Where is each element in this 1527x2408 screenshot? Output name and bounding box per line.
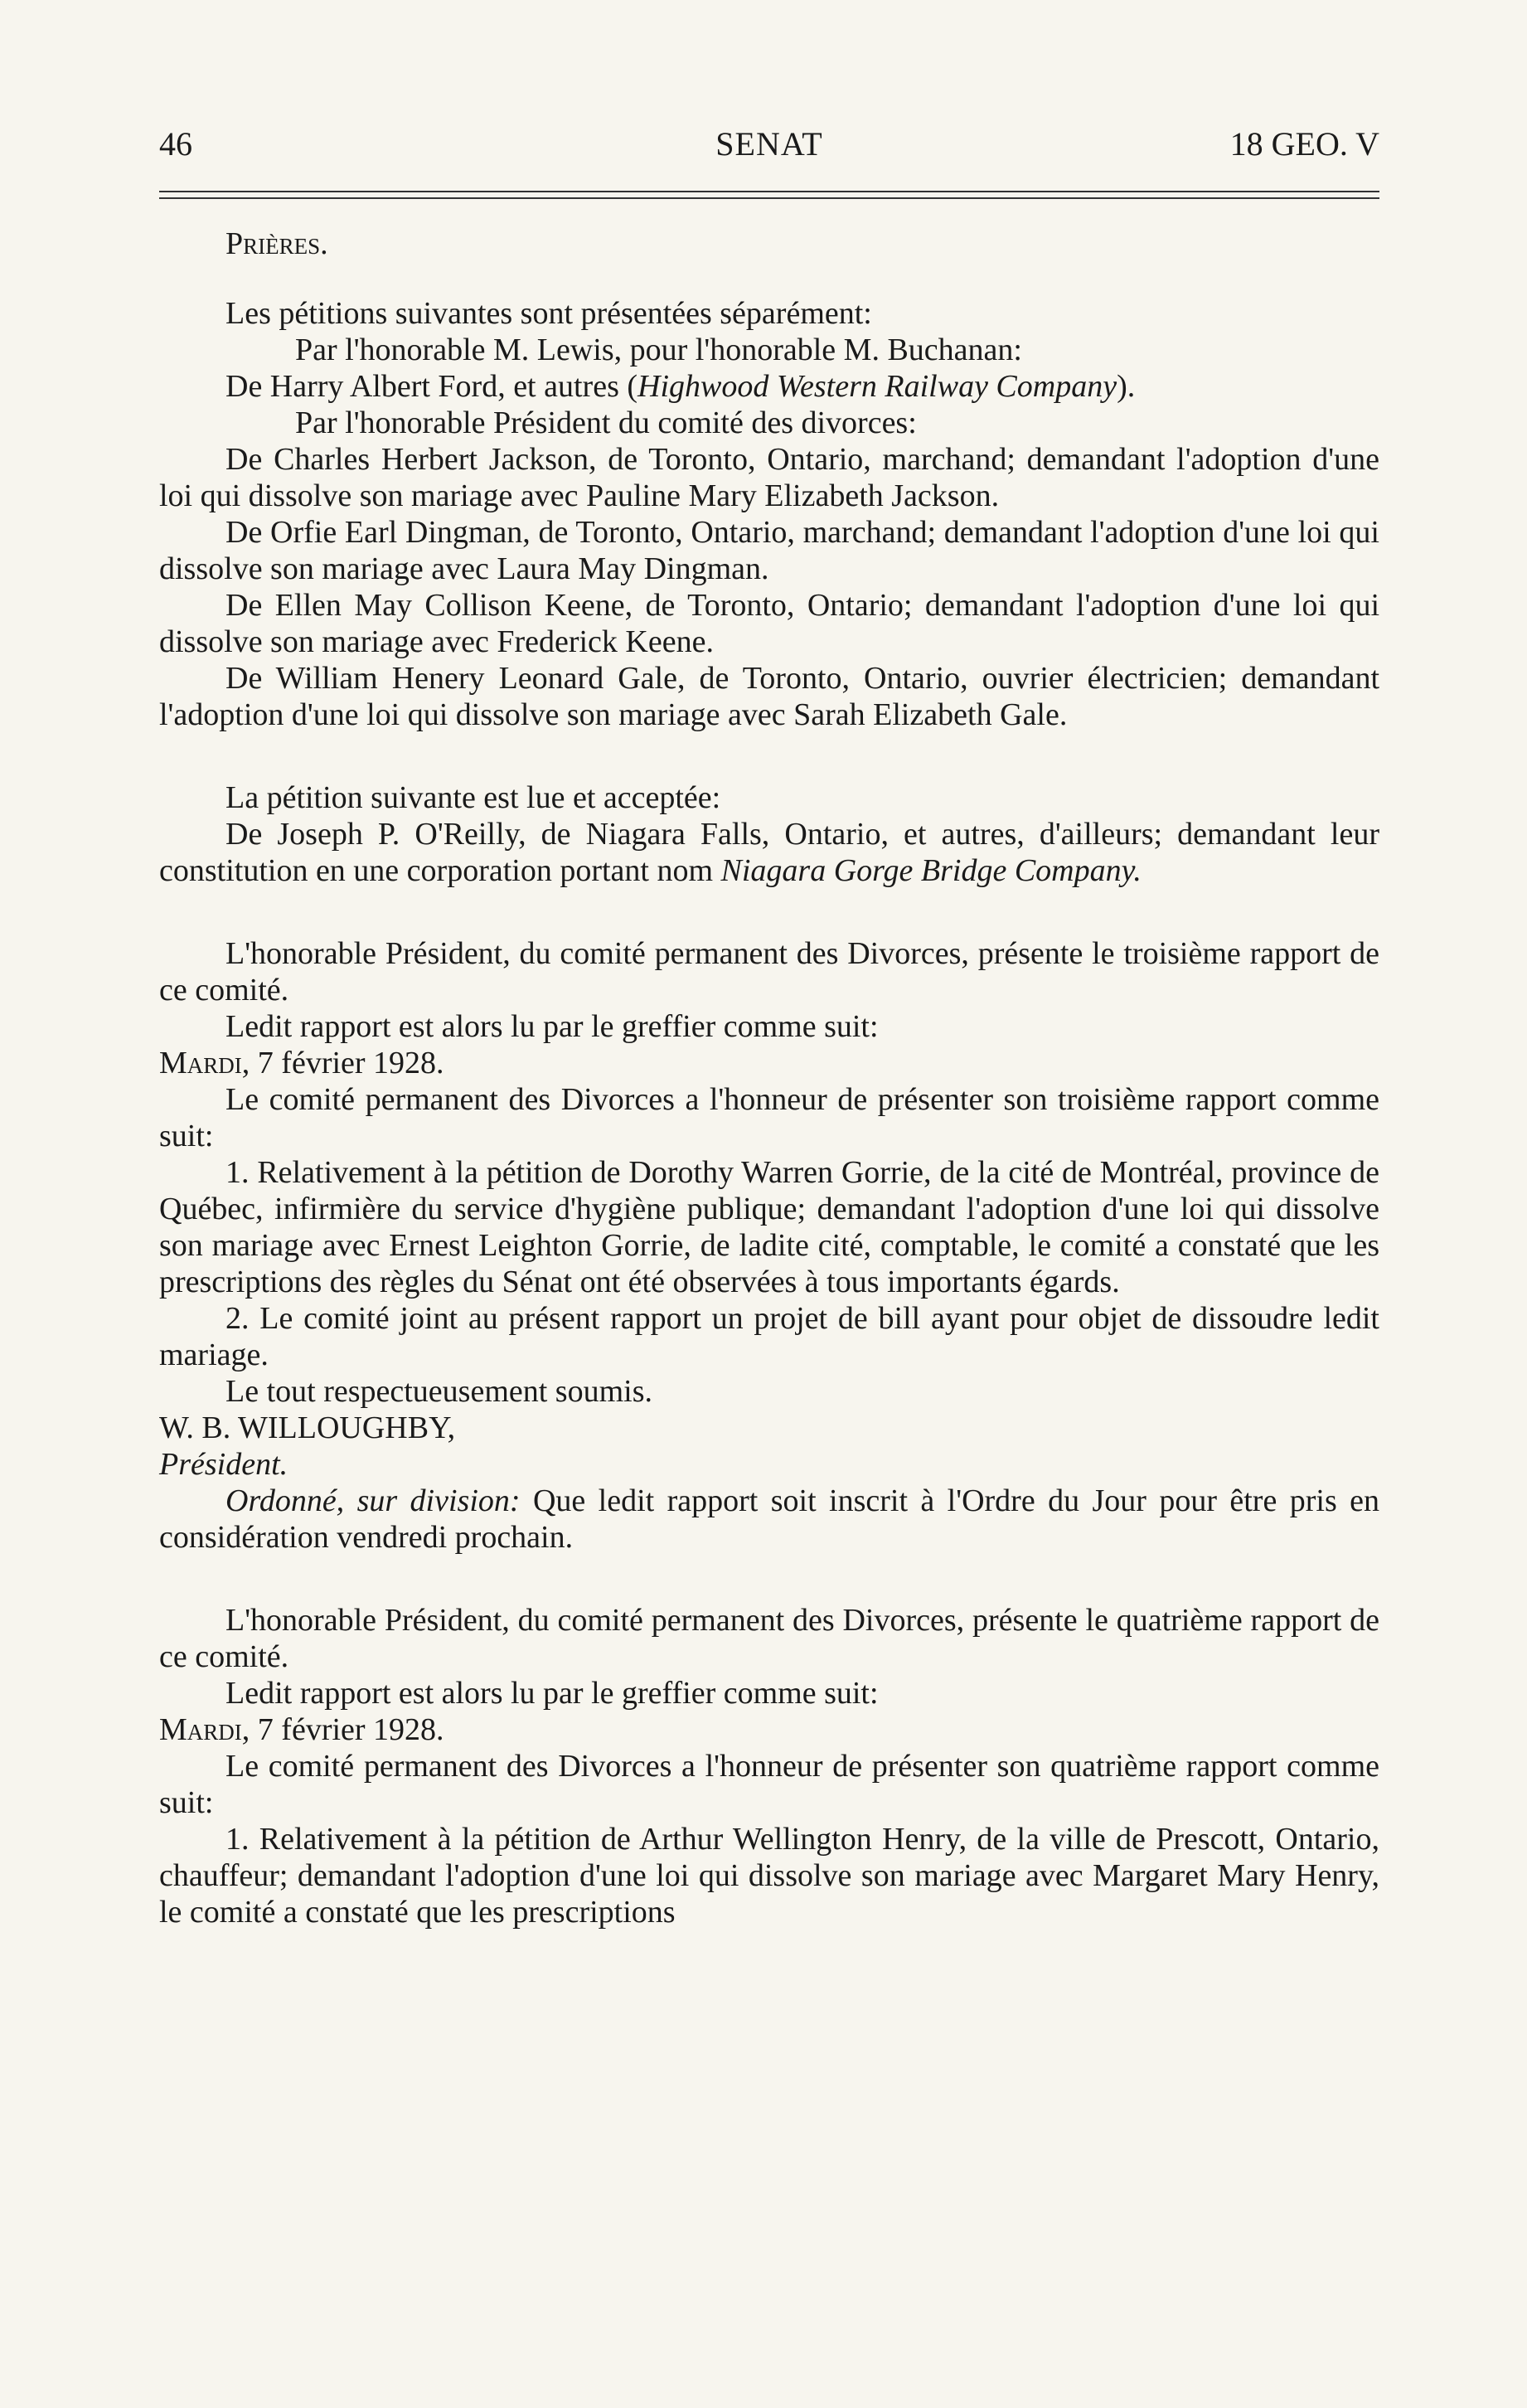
ordered-text: Que ledit rapport soit inscrit à l'Ordre du Jour pour être pris en considération vendredi prochain. — [159, 1483, 1379, 1555]
petition-oreilly — [159, 816, 1379, 889]
page-body — [159, 226, 1379, 1930]
by-president: Par l'honorable Président du comité des divorces: — [295, 405, 917, 440]
page-header — [159, 124, 1379, 174]
read-by-clerk-2: Ledit rapport est alors lu par le greffier comme suit: — [225, 1676, 879, 1711]
petition-gale: De William Henery Leonard Gale, de Toronto, Ontario, ouvrier électricien; demandant l'adoption d'une loi qui dissolve son mariage avec Sarah Elizabeth Gale. — [159, 661, 1379, 732]
fourth-report-item-1: 1. Relativement à la pétition de Arthur Wellington Henry, de la ville de Prescott, Ontario, chauffeur; demandant l'adoption d'une loi qui dissolve son mariage avec Margaret Mary Henry, le comité a constaté que les prescriptions — [159, 1822, 1379, 1930]
header-rule-bottom — [159, 197, 1379, 199]
ordered-paragraph — [159, 1483, 1379, 1556]
petition-keene: De Ellen May Collison Keene, de Toronto, Ontario; demandant l'adoption d'une loi qui dissolve son mariage avec Frederick Keene. — [159, 588, 1379, 659]
petition-oreilly-text: De Joseph P. O'Reilly, de Niagara Falls, Ontario, et autres, d'ailleurs; demandant leur constitution en une corporation portant nom — [159, 817, 1379, 888]
report-date-2 — [159, 1711, 1379, 1748]
report-date-2-rest: 7 février 1928. — [250, 1712, 444, 1747]
petition-oreilly-company: Niagara Gorge Bridge Company. — [720, 853, 1142, 888]
report-date-1-day: Mardi, — [159, 1046, 250, 1080]
petition-dingman: De Orfie Earl Dingman, de Toronto, Ontario, marchand; demandant l'adoption d'une loi qui dissolve son mariage avec Laura May Dingman. — [159, 515, 1379, 586]
third-report-text: Le comité permanent des Divorces a l'honneur de présenter son troisième rapport comme suit: — [159, 1082, 1379, 1153]
regnal-year: 18 GEO. V — [1229, 125, 1379, 163]
petition-jackson: De Charles Herbert Jackson, de Toronto, Ontario, marchand; demandant l'adoption d'une loi qui dissolve son mariage avec Pauline Mary Elizabeth Jackson. — [159, 442, 1379, 513]
read-by-clerk-1: Ledit rapport est alors lu par le greffier comme suit: — [225, 1009, 879, 1044]
header-rule-top — [159, 191, 1379, 192]
petition-ford — [159, 368, 1379, 405]
third-report-intro: L'honorable Président, du comité permanent des Divorces, présente le troisième rapport de ce comité. — [159, 936, 1379, 1007]
petitions-intro: Les pétitions suivantes sont présentées séparément: — [225, 296, 872, 331]
fourth-report-text: Le comité permanent des Divorces a l'honneur de présenter son quatrième rapport comme suit: — [159, 1749, 1379, 1820]
fourth-report-intro: L'honorable Président, du comité permanent des Divorces, présente le quatrième rapport de ce comité. — [159, 1603, 1379, 1674]
third-report-item-1: 1. Relativement à la pétition de Dorothy Warren Gorrie, de la cité de Montréal, province de Québec, infirmière du service d'hygiène publique; demandant l'adoption d'une loi qui dissolve son mariage avec Ernest Leighton Gorrie, de ladite cité, comptable, le comité a constaté que les prescriptions des règles du Sénat ont été observées à tous importants égards. — [159, 1155, 1379, 1299]
submitted-line: Le tout respectueusement soumis. — [225, 1374, 652, 1409]
by-lewis: Par l'honorable M. Lewis, pour l'honorable M. Buchanan: — [295, 333, 1022, 367]
report-date-1-rest: 7 février 1928. — [250, 1046, 444, 1080]
prieres-heading: Prières. — [225, 226, 328, 261]
signatory-role: Président. — [159, 1447, 288, 1482]
petition-read-intro: La pétition suivante est lue et acceptée: — [225, 780, 721, 815]
petition-ford-company: Highwood Western Railway Company — [637, 369, 1117, 404]
ordered-label: Ordonné, sur division: — [225, 1483, 521, 1518]
petition-ford-text: De Harry Albert Ford, et autres ( — [225, 369, 638, 404]
signatory-name: W. B. WILLOUGHBY, — [159, 1410, 456, 1445]
report-date-2-day: Mardi, — [159, 1712, 250, 1747]
report-date-1 — [159, 1045, 1379, 1081]
running-title: SENAT — [715, 125, 823, 163]
page-number: 46 — [159, 125, 192, 163]
petition-ford-end: ). — [1117, 369, 1136, 404]
third-report-item-2: 2. Le comité joint au présent rapport un projet de bill ayant pour objet de dissoudre ledit mariage. — [159, 1301, 1379, 1372]
